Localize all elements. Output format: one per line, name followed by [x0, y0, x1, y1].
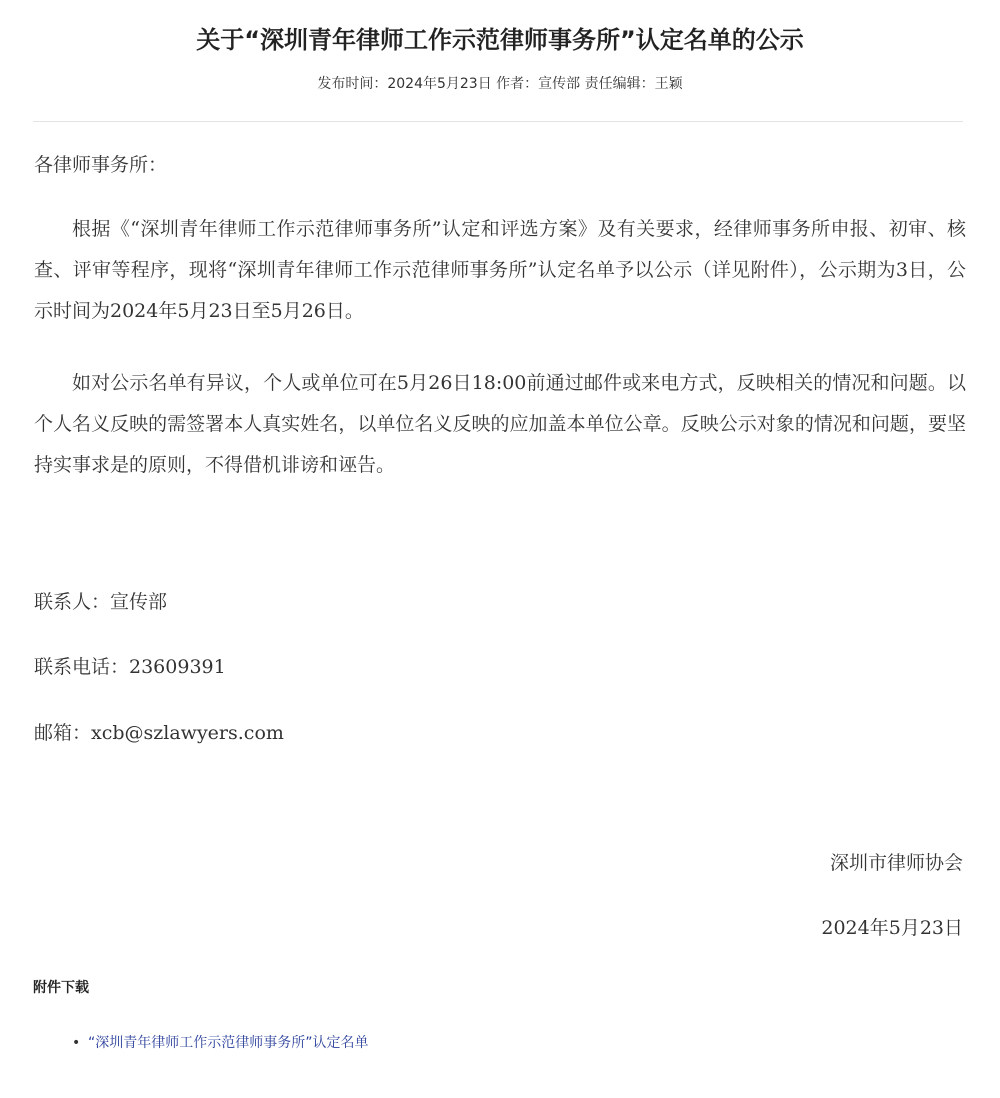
contact-email: 邮箱：xcb@szlawyers.com	[34, 722, 284, 744]
editor-name: 王颖	[654, 76, 683, 92]
salutation: 各律师事务所：	[34, 154, 168, 176]
contact-person: 联系人：宣传部	[34, 591, 168, 613]
article-meta	[0, 73, 1000, 95]
attachments-heading: 附件下载	[33, 980, 89, 996]
contact-phone: 联系电话：23609391	[34, 656, 226, 678]
title-divider	[33, 121, 963, 122]
signature-date: 2024年5月23日	[821, 917, 963, 939]
attachments-list	[72, 1031, 369, 1055]
paragraph-announcement: 根据《“深圳青年律师工作示范律师事务所”认定和评选方案》及有关要求，经律师事务所申报、初审、核查、评审等程序，现将“深圳青年律师工作示范律师事务所”认定名单予以公示（详见附件），公示期为3日，公示时间为2024年5月23日至5月26日。	[34, 218, 966, 322]
author-label: 作者：	[496, 76, 539, 92]
editor-label: 责任编辑：	[584, 76, 655, 92]
signature-org: 深圳市律师协会	[829, 852, 963, 874]
paragraph-objection: 如对公示名单有异议，个人或单位可在5月26日18:00前通过邮件或来电方式，反映相关的情况和问题。以个人名义反映的需签署本人真实姓名，以单位名义反映的应加盖本单位公章。反映公示对象的情况和问题，要坚持实事求是的原则，不得借机诽谤和诬告。	[34, 372, 966, 476]
publish-date: 2024年5月23日	[387, 76, 492, 92]
list-item	[72, 1031, 369, 1055]
attachment-download-link[interactable]: “深圳青年律师工作示范律师事务所”认定名单	[88, 1035, 369, 1051]
page-title: 关于“深圳青年律师工作示范律师事务所”认定名单的公示	[196, 26, 804, 54]
bullet-icon: •	[72, 1035, 81, 1051]
author-name: 宣传部	[538, 76, 581, 92]
publish-label: 发布时间：	[317, 76, 388, 92]
